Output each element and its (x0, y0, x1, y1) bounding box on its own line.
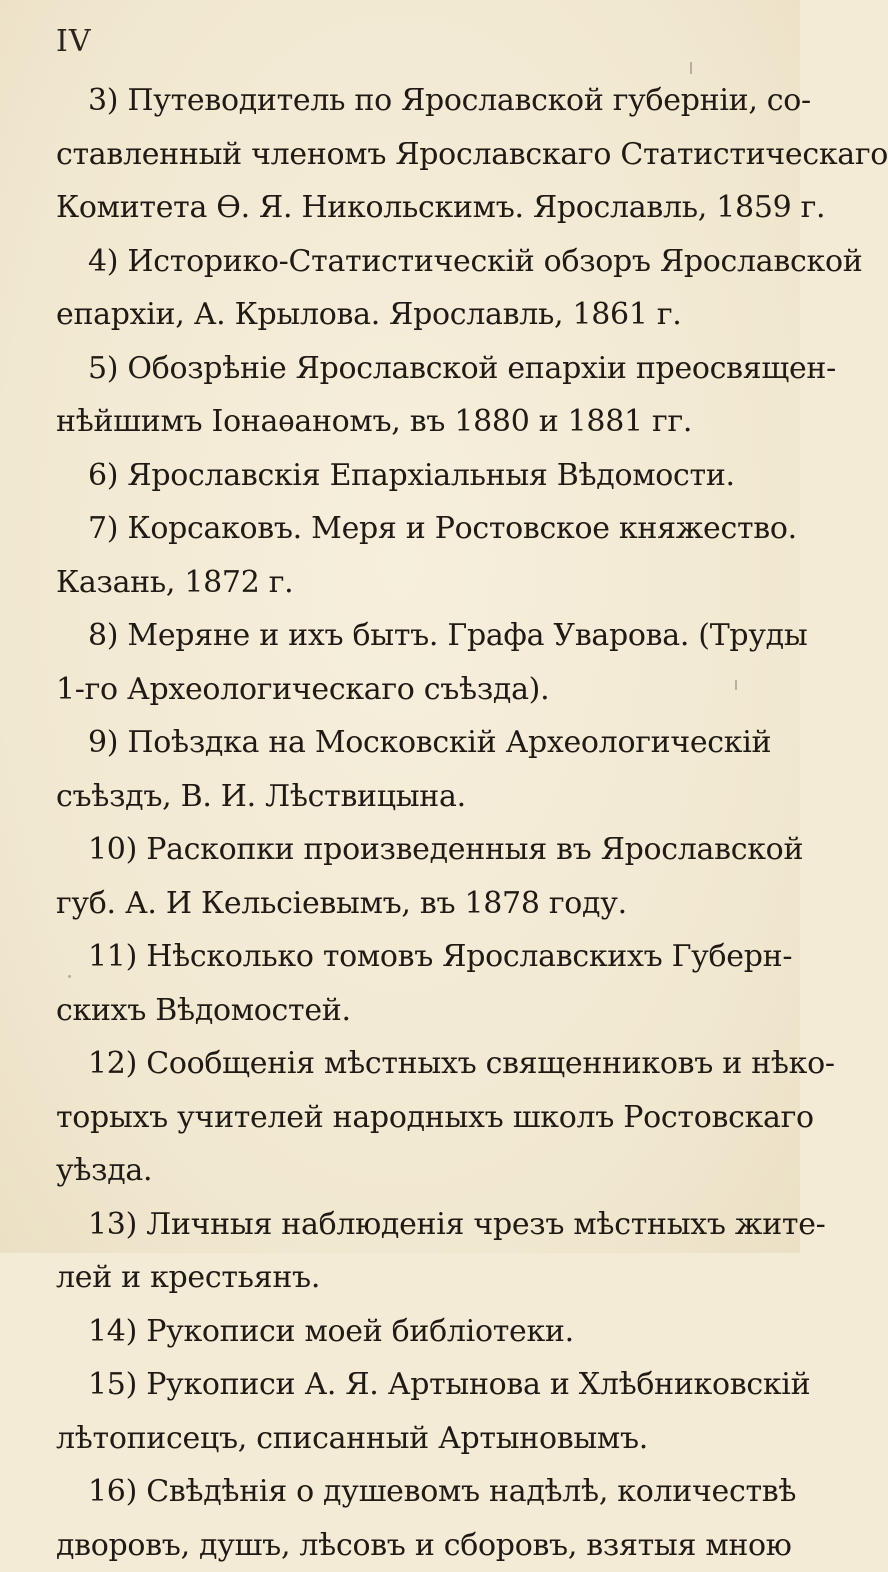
entry-line: уѣзда. (56, 1144, 738, 1198)
entry-5 (56, 342, 738, 449)
entry-7 (56, 502, 738, 609)
entry-line: епархіи, А. Крылова. Ярославль, 1861 г. (56, 288, 738, 342)
entry-line: 11) Нѣсколько томовъ Ярославскихъ Губерн- (56, 930, 738, 984)
paper-speck (735, 680, 737, 690)
entry-line: Комитета Ѳ. Я. Никольскимъ. Ярославль, 1859 г. (56, 181, 738, 235)
entry-line: торыхъ учителей народныхъ школъ Ростовскаго (56, 1091, 738, 1145)
entry-13 (56, 1198, 738, 1305)
bibliography-list (56, 74, 738, 1572)
entry-line: дворовъ, душъ, лѣсовъ и сборовъ, взятыя мною (56, 1519, 738, 1572)
entry-4 (56, 235, 738, 342)
entry-15 (56, 1358, 738, 1465)
entry-9 (56, 716, 738, 823)
entry-14 (56, 1305, 738, 1359)
entry-8 (56, 609, 738, 716)
entry-line: 16) Свѣдѣнія о душевомъ надѣлѣ, количествѣ (56, 1465, 738, 1519)
entry-line: 10) Раскопки произведенныя въ Ярославской (56, 823, 738, 877)
entry-line: 6) Ярославскія Епархіальныя Вѣдомости. (56, 449, 738, 503)
entry-line: скихъ Вѣдомостей. (56, 984, 738, 1038)
paper-speck (68, 975, 71, 978)
entry-line: 13) Личныя наблюденія чрезъ мѣстныхъ жите- (56, 1198, 738, 1252)
entry-line: нѣйшимъ Іонаѳаномъ, въ 1880 и 1881 гг. (56, 395, 738, 449)
entry-line: 1-го Археологическаго съѣзда). (56, 663, 738, 717)
entry-16 (56, 1465, 738, 1572)
entry-line: Казань, 1872 г. (56, 556, 738, 610)
page-number: IV (56, 24, 92, 59)
entry-line: губ. А. И Кельсіевымъ, въ 1878 году. (56, 877, 738, 931)
entry-line: 8) Меряне и ихъ бытъ. Графа Уварова. (Труды (56, 609, 738, 663)
entry-line: 4) Историко-Статистическій обзоръ Ярославской (56, 235, 738, 289)
entry-line: 9) Поѣздка на Московскій Археологическій (56, 716, 738, 770)
entry-3 (56, 74, 738, 235)
entry-line: лѣтописецъ, списанный Артыновымъ. (56, 1412, 738, 1466)
entry-line: ставленный членомъ Ярославскаго Статистическаго (56, 128, 738, 182)
entry-line: 7) Корсаковъ. Меря и Ростовское княжество. (56, 502, 738, 556)
entry-line: лей и крестьянъ. (56, 1251, 738, 1305)
entry-11 (56, 930, 738, 1037)
entry-line: съѣздъ, В. И. Лѣствицына. (56, 770, 738, 824)
entry-line: 12) Сообщенія мѣстныхъ священниковъ и нѣко- (56, 1037, 738, 1091)
paper-speck (690, 62, 692, 74)
entry-line: 15) Рукописи А. Я. Артынова и Хлѣбниковскій (56, 1358, 738, 1412)
entry-line: 3) Путеводитель по Ярославской губерніи, со- (56, 74, 738, 128)
entry-10 (56, 823, 738, 930)
entry-line: 5) Обозрѣніе Ярославской епархіи преосвящен- (56, 342, 738, 396)
entry-6 (56, 449, 738, 503)
entry-12 (56, 1037, 738, 1198)
entry-line: 14) Рукописи моей библіотеки. (56, 1305, 738, 1359)
